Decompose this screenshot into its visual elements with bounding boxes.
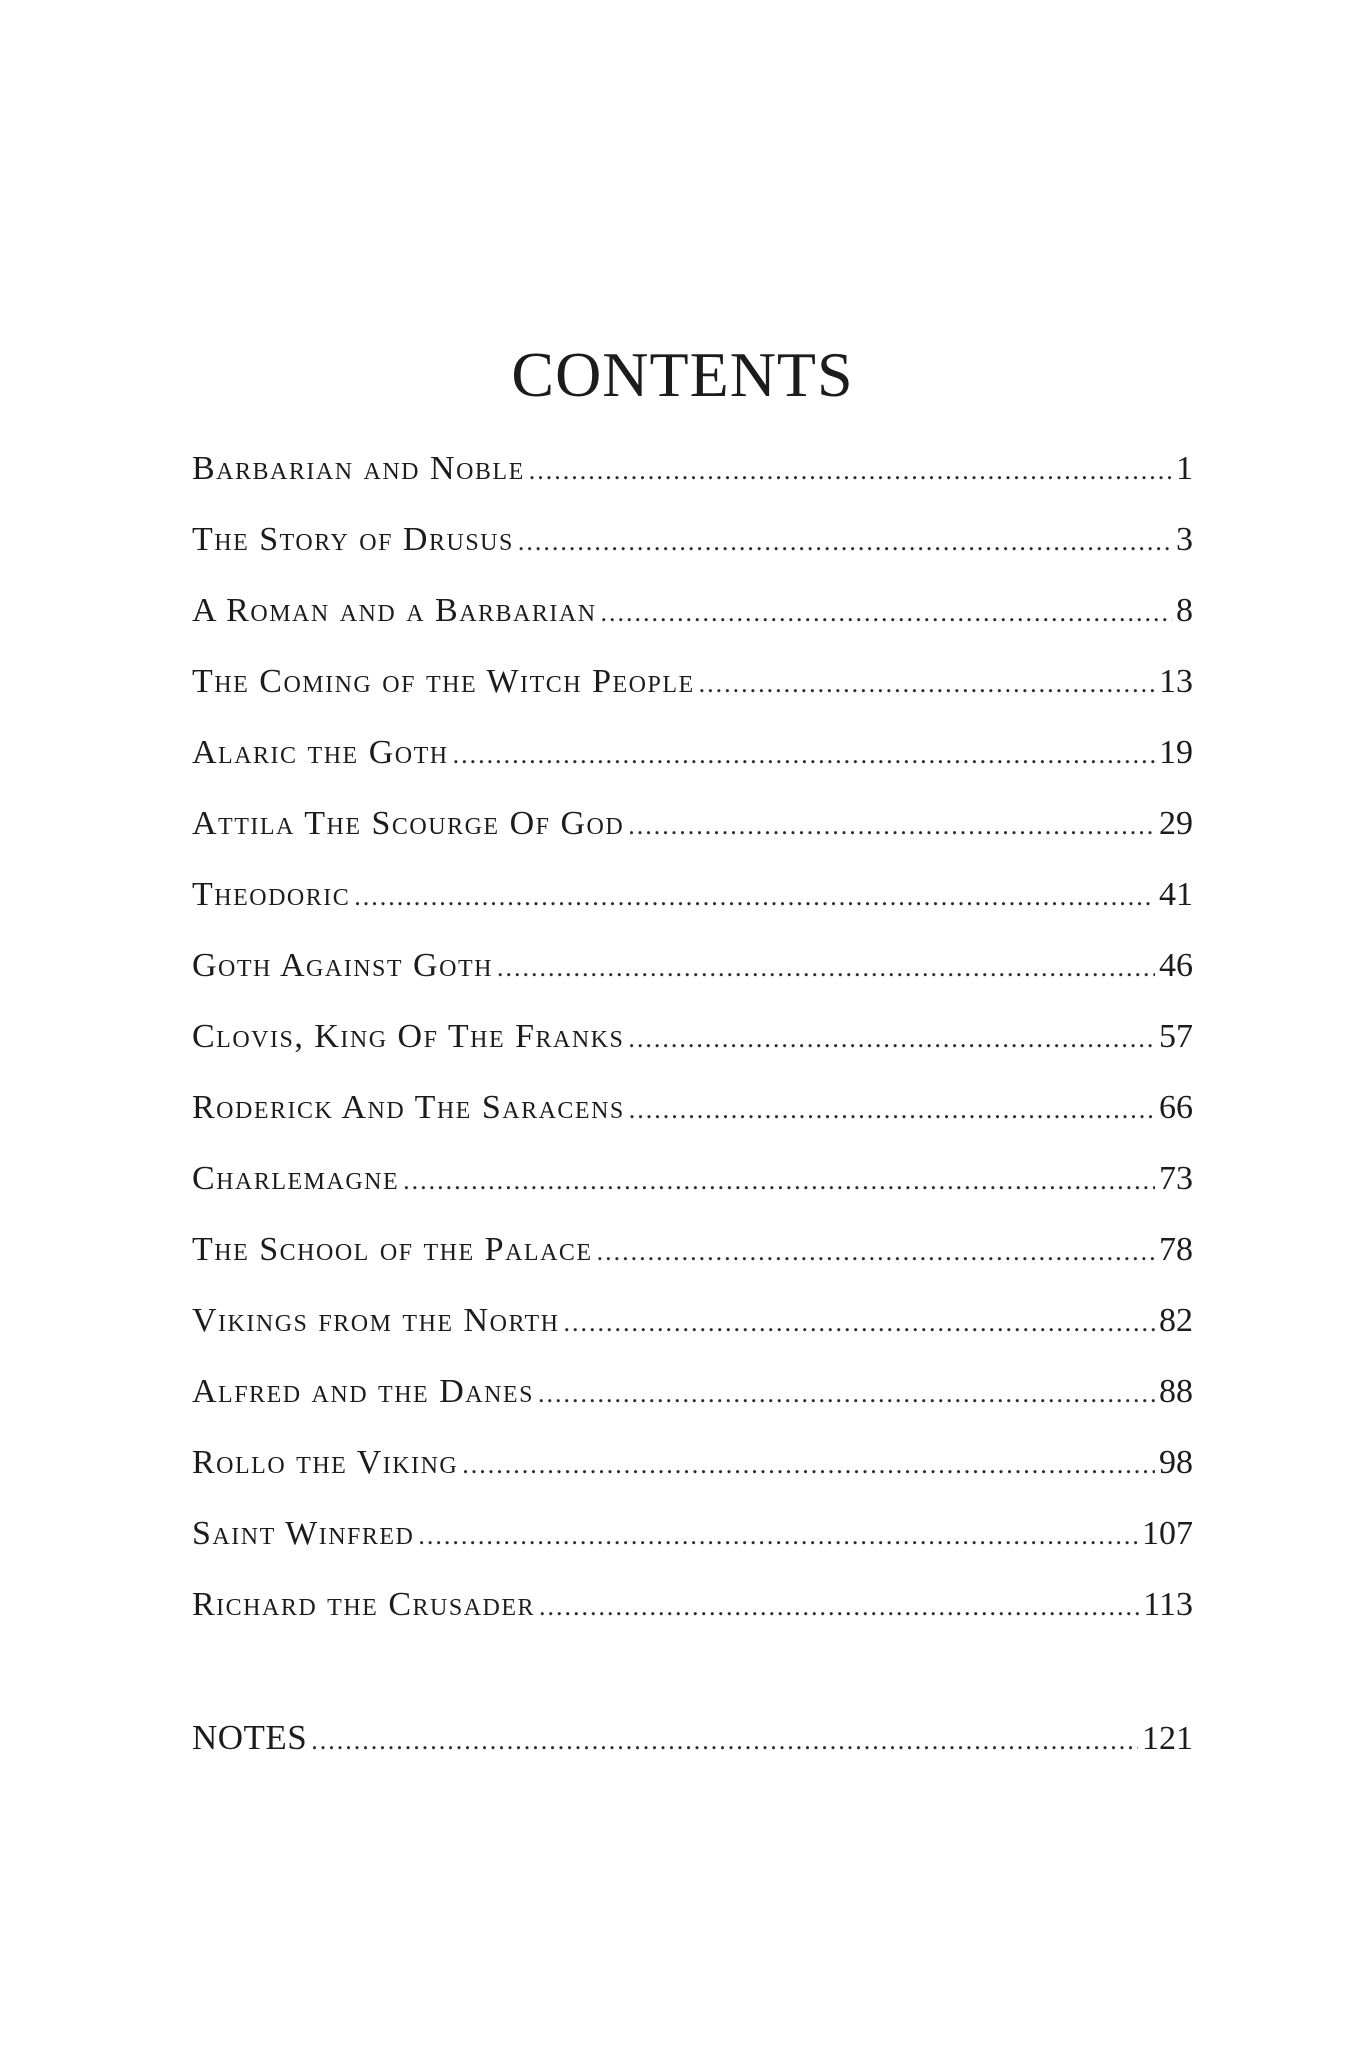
dot-leader	[497, 932, 1155, 1003]
toc-entry-page: 8	[1176, 592, 1193, 629]
dot-leader	[418, 1500, 1138, 1571]
toc-entry	[192, 1356, 1193, 1427]
toc-entry-page: 98	[1159, 1444, 1193, 1481]
toc-entry-title: Attila The Scourge Of God	[192, 805, 625, 842]
toc-entry-page: 73	[1159, 1160, 1193, 1197]
toc-entry	[192, 1498, 1193, 1569]
dot-leader	[529, 435, 1172, 506]
dot-leader	[628, 790, 1155, 861]
toc-entry-title: Vikings from the North	[192, 1302, 560, 1339]
toc-entry-page: 41	[1159, 876, 1193, 913]
toc-entry-page: 3	[1176, 521, 1193, 558]
toc-entry	[192, 859, 1193, 930]
toc-entry	[192, 1569, 1193, 1640]
toc-entry-title: Goth Against Goth	[192, 947, 493, 984]
toc-entry-page: 66	[1159, 1089, 1193, 1126]
toc-entry-title: The Coming of the Witch People	[192, 663, 695, 700]
toc-entry-page: 57	[1159, 1018, 1193, 1055]
dot-leader	[538, 1358, 1155, 1429]
toc-entry	[192, 1285, 1193, 1356]
toc-entry	[192, 1001, 1193, 1072]
dot-leader	[597, 1216, 1155, 1287]
toc-entry-title: Barbarian and Noble	[192, 450, 525, 487]
dot-leader	[699, 648, 1155, 719]
toc-entry	[192, 930, 1193, 1001]
toc-entry-page: 88	[1159, 1373, 1193, 1410]
toc-entry-page: 13	[1159, 663, 1193, 700]
toc-entry	[192, 1214, 1193, 1285]
toc-entry-title: Clovis, King Of The Franks	[192, 1018, 625, 1055]
toc-entry-page: 19	[1159, 734, 1193, 771]
dot-leader	[539, 1571, 1139, 1642]
toc-entry-page: 29	[1159, 805, 1193, 842]
dot-leader	[629, 1074, 1155, 1145]
toc-entry-notes	[192, 1702, 1193, 1773]
dot-leader	[453, 719, 1155, 790]
dot-leader	[462, 1429, 1155, 1500]
toc-entry-page: 46	[1159, 947, 1193, 984]
toc-entry-title: Roderick And The Saracens	[192, 1089, 625, 1126]
toc-entry-page: 113	[1143, 1586, 1193, 1623]
toc-entry-page: 1	[1176, 450, 1193, 487]
toc-entry	[192, 1427, 1193, 1498]
toc-entry-page: 121	[1142, 1720, 1193, 1757]
toc-entry-page: 82	[1159, 1302, 1193, 1339]
toc-entry-title: Richard the Crusader	[192, 1586, 536, 1623]
toc-entry	[192, 788, 1193, 859]
toc-entry-title: Alfred and the Danes	[192, 1373, 534, 1410]
toc-entry	[192, 575, 1193, 646]
toc-entry-page: 107	[1142, 1515, 1193, 1552]
toc-entry-title: Saint Winfred	[192, 1515, 415, 1552]
dot-leader	[564, 1287, 1155, 1358]
table-of-contents	[192, 433, 1193, 1640]
toc-entry	[192, 1072, 1193, 1143]
toc-entry	[192, 433, 1193, 504]
toc-entry-title: Rollo the Viking	[192, 1444, 459, 1481]
dot-leader	[628, 1003, 1155, 1074]
toc-entry-page: 78	[1159, 1231, 1193, 1268]
toc-entry-title: Charlemagne	[192, 1160, 400, 1197]
dot-leader	[354, 861, 1155, 932]
dot-leader	[403, 1145, 1155, 1216]
toc-entry-title: The Story of Drusus	[192, 521, 514, 558]
dot-leader	[518, 506, 1172, 577]
toc-entry-title: Alaric the Goth	[192, 734, 449, 771]
toc-entry-title: The School of the Palace	[192, 1231, 593, 1268]
dot-leader	[311, 1705, 1138, 1776]
toc-entry-title: A Roman and a Barbarian	[192, 592, 597, 629]
toc-entry	[192, 717, 1193, 788]
dot-leader	[601, 577, 1172, 648]
toc-entry-title: NOTES	[192, 1718, 308, 1757]
toc-entry	[192, 1143, 1193, 1214]
toc-entry	[192, 646, 1193, 717]
contents-heading: CONTENTS	[511, 338, 854, 410]
toc-entry-title: Theodoric	[192, 876, 351, 913]
toc-entry	[192, 504, 1193, 575]
